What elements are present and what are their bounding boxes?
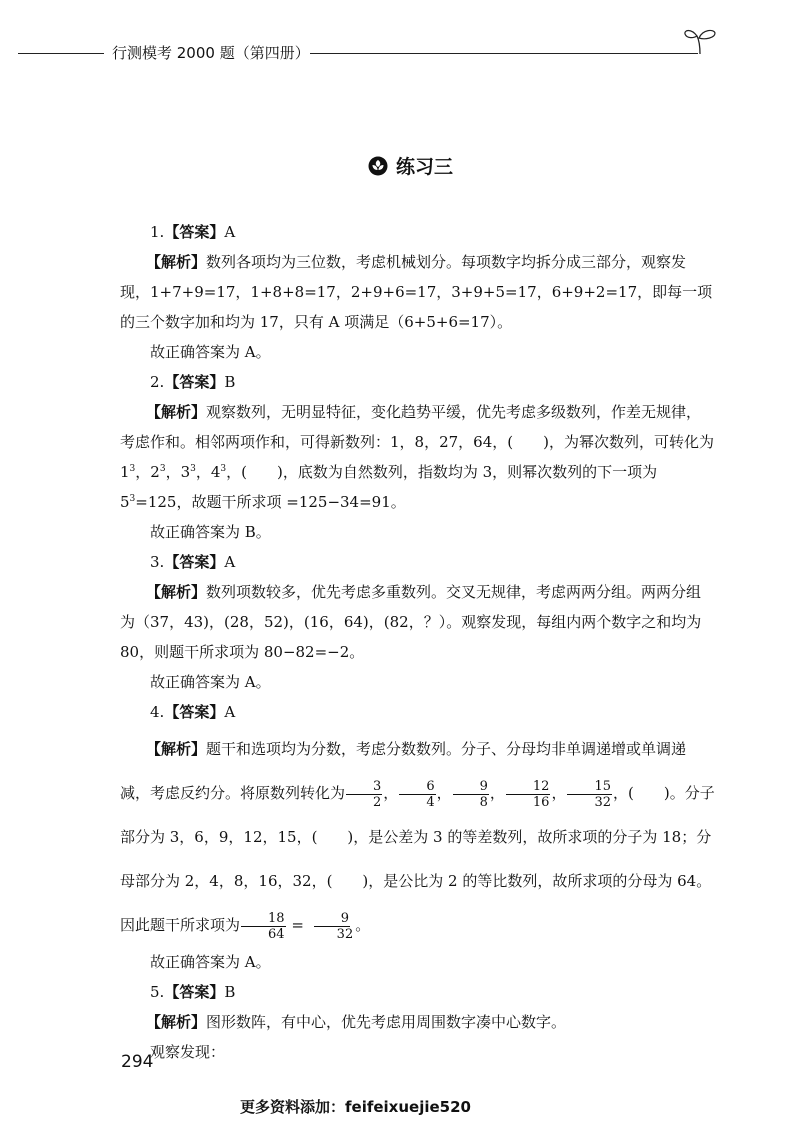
header-rule-left [18,53,104,54]
equals-sign: = [286,916,309,934]
footer-note: 更多资料添加：feifeixuejie520 [240,1098,471,1116]
sprout-icon [683,26,717,56]
q1-explanation-text: 数列各项均为三位数，考虑机械划分。每项数字均拆分成三部分，观察发现，1+7+9=17，1+8+8=17，2+9+6=17，3+9+5=17，6+9+2=17，即每一项的三个数字加和均为 17，只有 A 项满足（6+5+6=17）。 [120,253,713,331]
fraction-numerator: 15 [567,779,612,795]
q2-explanation-tag: 【解析】 [146,403,207,421]
q4-number: 4. [150,703,165,721]
q4-explanation-tag: 【解析】 [146,740,207,758]
q5-answer-value: B [224,983,236,1001]
fraction-numerator: 6 [399,779,435,795]
fraction-separator: ， [383,784,399,802]
answer-content [120,217,716,1067]
q5-answer-line [120,977,716,1007]
q2-exponent-4: 3 [220,464,227,474]
q5-explanation [120,1007,716,1037]
q2-answer-tag: 【答案】 [164,373,225,391]
fraction-numerator: 12 [506,779,551,795]
q4-fraction-1 [346,779,382,810]
q2-exponent-5: 3 [129,494,136,504]
q2-text-4: ，4 [195,463,221,481]
q3-answer-value: A [224,553,236,571]
fraction-denominator: 16 [532,794,550,810]
q2-text-1: 观察数列，无明显特征，变化趋势平缓，优先考虑多级数列，作差无规律，考虑作和。相邻两项作和，可得新数列：1，8，27，64，( )，为幂次数列，可转化为 1 [120,403,714,481]
q1-answer-tag: 【答案】 [164,223,225,241]
fraction-numerator: 18 [241,911,286,927]
q2-answer-value: B [224,373,236,391]
q1-explanation [120,247,716,337]
q4-fraction-5 [567,779,612,810]
q4-fraction-4 [506,779,551,810]
fraction-denominator: 32 [594,794,612,810]
fraction-numerator: 9 [453,779,489,795]
fraction-denominator: 8 [479,794,488,810]
q4-conclusion: 故正确答案为 A。 [150,953,271,971]
q3-answer-tag: 【答案】 [164,553,225,571]
q3-explanation-text: 数列项数较多，优先考虑多重数列。交叉无规律，考虑两两分组。两两分组为（37，43)，(28，52)，(16，64)，(82，？）。观察发现，每组内两个数字之和均为 80，则题干所求项为 80−82=−2。 [120,583,702,661]
q5-explanation-tag: 【解析】 [146,1013,207,1031]
q5-number: 5. [150,983,165,1001]
section-title: 练习三 [396,156,454,178]
header-title: 行测模考 2000 题（第四册） [112,44,310,62]
q3-number: 3. [150,553,165,571]
header-rule-right [310,53,698,54]
q4-answer-line [120,697,716,727]
q4-text-2: ，( )。分子部分为 3，6，9，12，15，( )，是公差为 3 的等差数列，故所求项的分子为 18；分母部分为 2，4，8，16，32，( )，是公比为 2 的等比数列，故所求项的分母为 64。因此题干所求项为 [120,784,715,934]
q4-answer-value: A [224,703,236,721]
q2-exponent-2: 3 [159,464,166,474]
q2-explanation [120,397,716,517]
q5-explanation-text: 图形数阵，有中心，优先考虑用周围数字凑中心数字。 [206,1013,567,1031]
q3-conclusion: 故正确答案为 A。 [150,673,271,691]
q4-text-1: 题干和选项均为分数，考虑分数数列。分子、分母均非单调递增或单调递减，考虑反约分。将原数列转化为 [120,740,687,802]
fraction-separator: ， [436,784,452,802]
q2-conclusion: 故正确答案为 B。 [150,523,271,541]
q1-answer-value: A [224,223,236,241]
flower-badge-icon [368,156,388,176]
fraction-denominator: 4 [426,794,435,810]
q2-exponent-1: 3 [129,464,136,474]
q2-answer-line [120,367,716,397]
q1-explanation-tag: 【解析】 [146,253,207,271]
q2-text-3: ，3 [165,463,191,481]
q4-answer-tag: 【答案】 [164,703,225,721]
q2-text-6: =125，故题干所求项 =125−34=91。 [135,493,406,511]
q2-exponent-3: 3 [190,464,196,474]
q1-number: 1. [150,223,165,241]
fraction-numerator: 3 [346,779,382,795]
q4-text-3: 。 [355,916,371,934]
fraction-denominator: 32 [336,926,354,942]
q4-result-fraction-1 [241,911,286,942]
q5-answer-tag: 【答案】 [164,983,225,1001]
q2-text-2: ，2 [135,463,160,481]
q4-result-fraction-2 [310,911,355,942]
fraction-separator: ， [489,784,505,802]
q4-explanation [120,727,716,947]
q3-explanation [120,577,716,667]
q4-fraction-3 [453,779,489,810]
section-heading [368,152,453,179]
fraction-denominator: 2 [373,794,382,810]
q1-conclusion: 故正确答案为 A。 [150,343,271,361]
fraction-denominator: 64 [268,926,285,942]
q2-number: 2. [150,373,165,391]
q1-answer-line [120,217,716,247]
q5-observation: 观察发现： [150,1043,226,1061]
q3-answer-line [120,547,716,577]
q3-explanation-tag: 【解析】 [146,583,207,601]
q4-fraction-2 [399,779,435,810]
running-header [18,42,718,66]
fraction-numerator: 9 [314,911,350,927]
q2-text-5: ，( )，底数为自然数列，指数均为 3，则幂次数列的下一项为 5 [120,463,658,511]
page-number: 294 [121,1052,154,1072]
fraction-separator: ， [551,784,567,802]
